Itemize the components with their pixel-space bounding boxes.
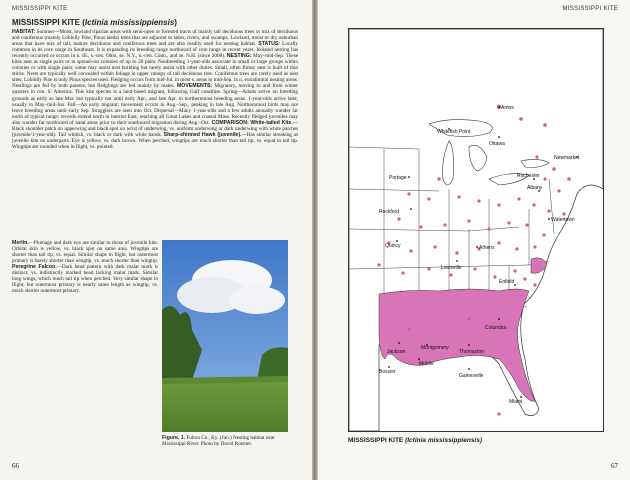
city-label: Quincy — [385, 243, 401, 249]
right-page — [318, 0, 630, 480]
city-label: Mobile — [419, 361, 434, 367]
city-label: Miami — [509, 399, 523, 405]
city-label: Bossier — [379, 369, 396, 375]
figure-caption: Figure. 1. Fulton Co., Ky. (Jun.) Nesting habitat near Mississippi River. Photo by David Roemer. — [162, 435, 275, 448]
city-label: Rockford — [379, 209, 400, 215]
range-map-svg — [349, 29, 603, 431]
habitat-photo — [162, 240, 288, 432]
map-caption: MISSISSIPPI KITE (Ictinia mississippiensis) — [348, 437, 483, 444]
city-label: Gainesville — [459, 373, 484, 379]
city-label: Albany — [527, 185, 543, 191]
city-label: Athens — [479, 245, 495, 251]
running-head: MISSISSIPPI KITE — [562, 6, 618, 12]
city-label: Montgomery — [421, 345, 449, 351]
species-account-text — [12, 18, 298, 150]
city-label: Ottawa — [489, 141, 505, 147]
city-label: Whitefish Point — [437, 129, 471, 135]
page-number: 67 — [611, 462, 618, 470]
city-label: Jackson — [387, 349, 406, 355]
city-label: Watertown — [551, 217, 575, 223]
range-map — [348, 28, 604, 432]
habitat-status-nesting-paragraph: HABITAT: Summer—Moist, lowland riparian areas with semi-open or forested tracts of mainly tall deciduous trees or mix of deciduous and coniferous (mainly Loblolly Pine, Pinus taeda) trees that are adjacent to lakes, rivers, and swamps. Lowland, moist or dry suburban areas that have mix of tall, mature deciduous and coniferous trees and are also readily used for nesting habitat. STATUS: Locally common in its core range in Southeast. It is expanding its breeding range northward of core range in recent years. Isolated nesting has recently occurred or occurs in n. Ill., s.-cen. Ohio, se. N.Y., n.-cen. Conn., and se. N.H. (since 2008). NESTING: May–mid-Sep. These kites nest as single pairs or in spread-out colonies of up to 20 pairs. Nonbreeding 1-year-olds associate in small or large groups within colonies or with single pairs; some may assist nest building but rarely assist with other duties. Small, often flimsy nest is built of thin sticks. Nests are typically well concealed within foliage in upper canopy of tall deciduous tree. Coniferous trees are rarely used as nest sites; Loblolly Pine is only Pinus species used. Fledging occurs from mid-Jul. in most s. areas to mid-Sep. in n. extralimital nesting areas. Nestlings are fed by both parents, but fledglings are fed mainly by males. MOVEMENTS: Migratory, moving to and from winter quarters in cen. S. America. This kite species is a land-based migrant, following Gulf coastline. Spring—Adults arrive on breeding grounds as early as late Mar. but typically not until early Apr., and late Apr. in northernmost breeding areas. 1-year-olds arrive later, usually in May–mid-Jun. Fall—An early migrant; movement occurs in Aug.–Sep., peaking in late Aug. Northernmost birds may not leave breeding areas until early Sep. Stragglers are seen into Oct. Dispersal—Many 1-year-olds and a few adults annually wander far north of typical range; records extend north in interior East, reaching all Great Lakes and coastal Mass. Recently fledged juveniles may also wander far northward of natal areas prior to their southward migration during Aug.–Oct. COMPARISON: White-tailed Kite.—Black shoulder patch on upperwing and black spot on wrist of underwing, vs. uniform underwing or dark underwing with white patches (juvenile/1-year-old). Tail whitish, vs. black or dark with white bands. Sharp-shinned Hawk (juvenile).—Has similar streaking as juvenile kite on underparts. Eye is yellow, vs. dark brown. When perched, wingtips are much shorter than tail tip, vs. equal to tail tip. Wingtips are rounded when in flight, vs. pointed. — [12, 29, 299, 150]
page-number: 66 — [12, 462, 19, 470]
city-label: Enfield — [499, 279, 515, 285]
city-label: Thomaston — [459, 349, 485, 355]
comparison-wrap-text: Merlin.—Plumage and dark eye are similar to those of juvenile kite. Orbital skin is yellow, vs. black spot on same area. Wingtips are shorter than tail tip, vs. equal. Similar shape in flight, but outermost primary is barely shorter than wingtip, vs. much shorter than wingtip. Peregrine Falcon.—Dark head pattern with dark malar mark is distinct, vs. indistinctly marked head lacking malar mark. Similar long wings, which reach tail tip when perched. Very similar shape in flight, but outermost primary is nearly same length as wingtip, vs. much shorter outermost primary. — [12, 240, 158, 295]
city-label: Louisville — [441, 265, 462, 271]
left-page — [0, 0, 312, 480]
city-label: Amos — [501, 105, 514, 111]
city-label: Columbia — [485, 325, 507, 331]
city-label: Portage — [389, 175, 407, 181]
species-title: MISSISSIPPI KITE (Ictinia mississippiensis) — [12, 18, 177, 27]
city-label: Rochester — [517, 173, 540, 179]
running-head: MISSISSIPPI KITE — [12, 6, 68, 12]
city-label: Newmarket — [554, 155, 580, 161]
